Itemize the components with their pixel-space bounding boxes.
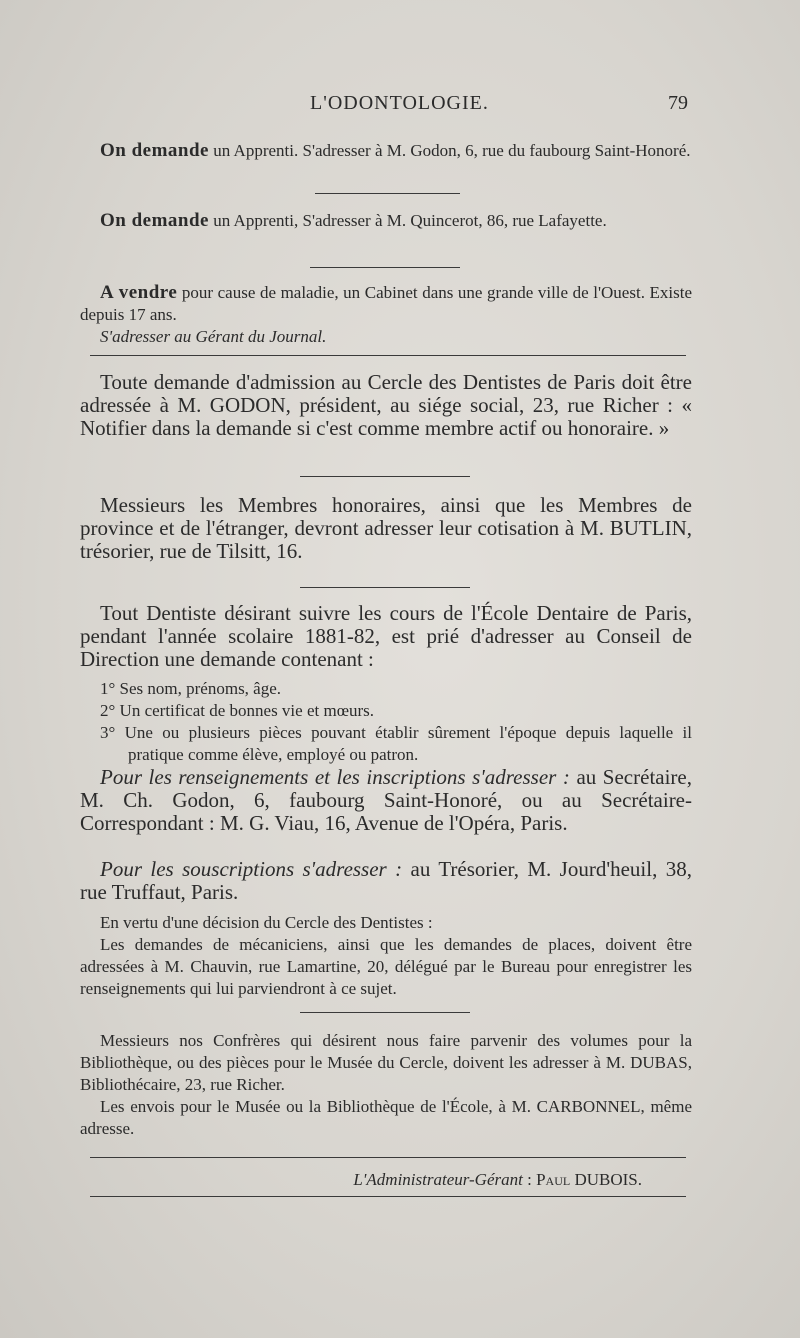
signature-name: Paul DUBOIS.: [536, 1170, 642, 1189]
section-rule: [90, 1157, 686, 1158]
signature-line: [80, 1170, 692, 1190]
notice-souscriptions: [80, 858, 692, 904]
envois-text: Les envois pour le Musée ou la Bibliothèque de l'École, à M. CARBONNEL, même adresse.: [80, 1097, 692, 1138]
notice-admission: [80, 371, 692, 440]
ad-text: pour cause de maladie, un Cabinet dans une grande ville de l'Ouest. Existe depuis 17 ans.: [80, 283, 692, 324]
renseignements-text: au Secrétaire, M. Ch. Godon, 6, faubourg Saint-Honoré, ou au Secrétaire-Correspondant : M. G. Viau, 16, Avenue de l'Opéra, Paris.: [80, 765, 692, 835]
notice-ecole: [80, 602, 692, 671]
bibliotheque-text: Messieurs nos Confrères qui désirent nous faire parvenir des volumes pour la Bibliothèque, ou des pièces pour le Musée du Cercle, doivent les adresser à M. DUBAS, Bibliothécaire, 23, rue Richer.: [80, 1031, 692, 1094]
notice-ecole-intro: Tout Dentiste désirant suivre les cours de l'École Dentaire de Paris, pendant l'année scolaire 1881-82, est prié d'adresser au Conseil de Direction une demande contenant :: [80, 601, 692, 671]
notice-renseignements: [80, 766, 692, 835]
ad-contact: S'adresser au Gérant du Journal.: [100, 327, 327, 346]
decision-intro: En vertu d'une décision du Cercle des Dentistes :: [100, 913, 433, 932]
decision-text: Les demandes de mécaniciens, ainsi que les demandes de places, doivent être adressées à M. Chauvin, rue Lamartine, 20, délégué par le Bureau pour enregistrer les renseignements qui lui parviendront à ce sujet.: [80, 935, 692, 998]
separator-rule: [300, 476, 470, 477]
list-item: 3° Une ou plusieurs pièces pouvant établir sûrement l'époque depuis laquelle il pratique comme élève, employé ou patron.: [100, 723, 692, 764]
list-item: 2° Un certificat de bonnes vie et mœurs.: [100, 701, 374, 720]
notice-decision: [80, 912, 692, 1000]
ad-lead: A vendre: [100, 282, 178, 303]
souscriptions-lead: Pour les souscriptions s'adresser :: [100, 857, 403, 881]
notice-bibliotheque: [80, 1030, 692, 1140]
souscriptions-text: au Trésorier, M. Jourd'heuil, 38, rue Truffaut, Paris.: [80, 857, 692, 904]
ad-text: un Apprenti. S'adresser à M. Godon, 6, rue du faubourg Saint-Honoré.: [209, 141, 691, 160]
list-item: 1° Ses nom, prénoms, âge.: [100, 679, 282, 698]
running-title: L'ODONTOLOGIE.: [310, 92, 489, 114]
ad-apprenti-quincerot: [80, 210, 692, 232]
section-rule: [90, 355, 686, 356]
separator-rule: [300, 1012, 470, 1013]
notice-cotisation: [80, 494, 692, 563]
page-number: 79: [668, 92, 688, 114]
ad-a-vendre: [80, 282, 692, 348]
ad-apprenti-godon: [80, 140, 692, 162]
ad-text: un Apprenti, S'adresser à M. Quincerot, 86, rue Lafayette.: [209, 211, 607, 230]
renseignements-lead: Pour les renseignements et les inscriptions s'adresser :: [100, 765, 570, 789]
signature-separator: :: [522, 1170, 537, 1189]
ad-lead: On demande: [100, 140, 209, 161]
section-rule: [90, 1196, 686, 1197]
ecole-requirements-list: [80, 678, 692, 766]
separator-rule: [310, 267, 460, 268]
separator-rule: [300, 587, 470, 588]
ad-lead: On demande: [100, 210, 209, 231]
separator-rule: [315, 193, 460, 194]
notice-admission-text: Toute demande d'admission au Cercle des Dentistes de Paris doit être adressée à M. GODON, président, au siége social, 23, rue Richer : « Notifier dans la demande si c'est comme membre actif ou honoraire. »: [80, 370, 692, 440]
page-header: [80, 92, 690, 122]
notice-cotisation-text: Messieurs les Membres honoraires, ainsi que les Membres de province et de l'étranger, devront adresser leur cotisation à M. BUTLIN, trésorier, rue de Tilsitt, 16.: [80, 493, 692, 563]
signature-label: L'Administrateur-Gérant: [353, 1170, 523, 1189]
